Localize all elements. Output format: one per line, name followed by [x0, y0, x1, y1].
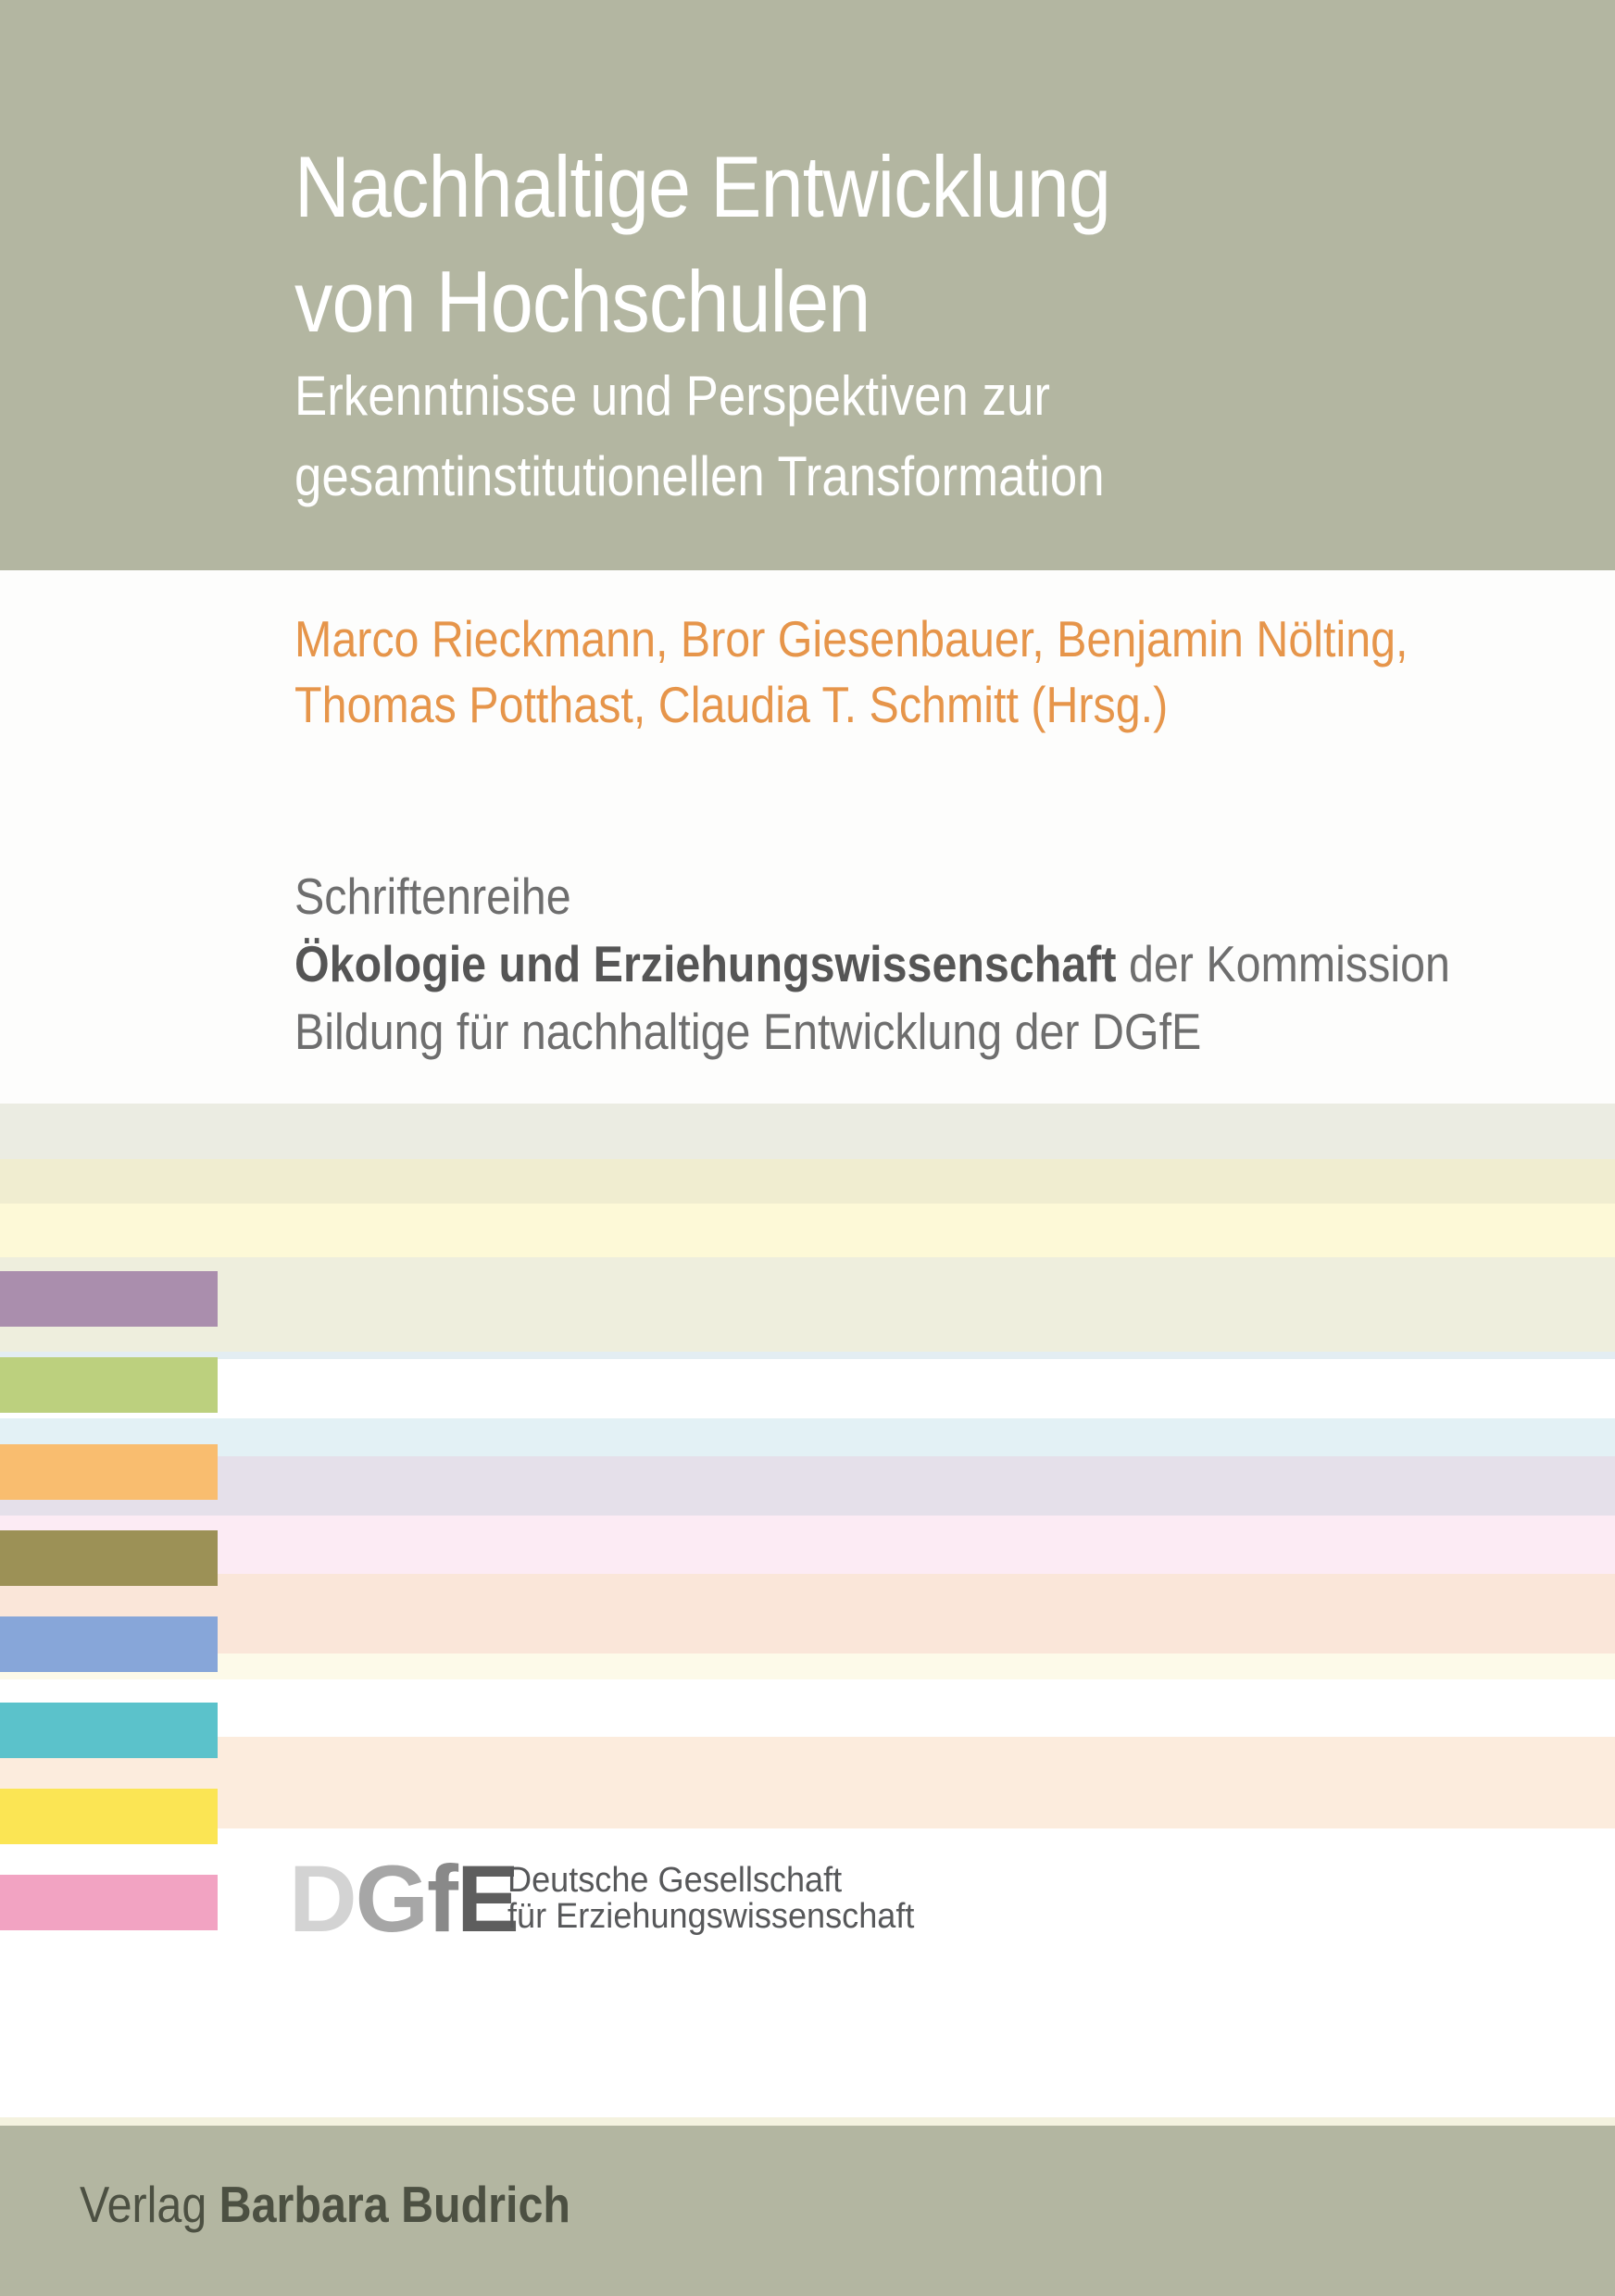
stripe-pale-pink: [0, 1516, 1615, 1574]
dgfe-letter-f: f: [427, 1846, 457, 1952]
publisher-bar: [0, 2126, 1615, 2296]
block-pink: [0, 1875, 218, 1930]
stripe-white-1: [0, 1359, 1615, 1418]
dgfe-text-line-1: Deutsche Gesellschaft: [507, 1861, 843, 1900]
series-note: [294, 863, 1450, 1066]
dgfe-letter-D: D: [289, 1846, 356, 1952]
dgfe-logo-wordmark: [289, 1846, 519, 1952]
series-line-2: [294, 930, 1450, 998]
block-purple: [0, 1271, 218, 1327]
stripe-pale-olive: [0, 1257, 1615, 1352]
title-line-2: von Hochschulen: [294, 253, 870, 350]
series-line-2-rest: der Kommission: [1116, 935, 1450, 992]
stripe-white-2: [0, 1679, 1615, 1737]
block-yellow: [0, 1789, 218, 1844]
series-line-3: Bildung für nachhaltige Entwicklung der DGfE: [294, 1003, 1202, 1060]
title-line-1: Nachhaltige Entwicklung: [294, 138, 1111, 235]
stripe-peach-2: [0, 1737, 1615, 1828]
editors-line-2: Thomas Potthast, Claudia T. Schmitt (Hrsg.): [294, 676, 1169, 733]
stripe-ice-blue: [0, 1418, 1615, 1456]
block-teal: [0, 1703, 218, 1758]
editors-line-1: Marco Rieckmann, Bror Giesenbauer, Benjamin Nölting,: [294, 610, 1408, 668]
series-line-1: Schriftenreihe: [294, 867, 571, 925]
stripe-khaki: [0, 1159, 1615, 1204]
stripe-peach-1: [0, 1574, 1615, 1653]
stripe-gray-green: [0, 1104, 1615, 1159]
block-orange: [0, 1444, 218, 1500]
dgfe-letter-E: E: [456, 1846, 519, 1952]
block-green: [0, 1357, 218, 1413]
block-blue: [0, 1616, 218, 1672]
stripe-blue-line: [0, 1352, 1615, 1359]
publisher-prefix: Verlag: [80, 2176, 207, 2233]
stripe-pale-yellow: [0, 1204, 1615, 1257]
subtitle-line-2: gesamtinstitutionellen Transformation: [294, 445, 1105, 507]
header-block: [0, 0, 1615, 570]
book-subtitle: [294, 356, 1105, 517]
editors: [294, 606, 1408, 738]
series-name-bold: Ökologie und Erziehungswissenschaft: [294, 935, 1117, 992]
stripe-cream: [0, 1653, 1615, 1679]
stripe-lavender: [0, 1456, 1615, 1516]
publisher-name: [80, 2172, 570, 2237]
dgfe-logo-text: [507, 1863, 914, 1935]
subtitle-line-1: Erkenntnisse und Perspektiven zur: [294, 365, 1050, 427]
dgfe-letter-G: G: [355, 1846, 428, 1952]
block-dark-olive: [0, 1530, 218, 1586]
publisher-name-bold: Barbara Budrich: [219, 2176, 570, 2233]
dgfe-text-line-2: für Erziehungswissenschaft: [507, 1897, 915, 1936]
book-title: [294, 130, 1110, 359]
ivory-divider-line: [0, 2117, 1615, 2126]
